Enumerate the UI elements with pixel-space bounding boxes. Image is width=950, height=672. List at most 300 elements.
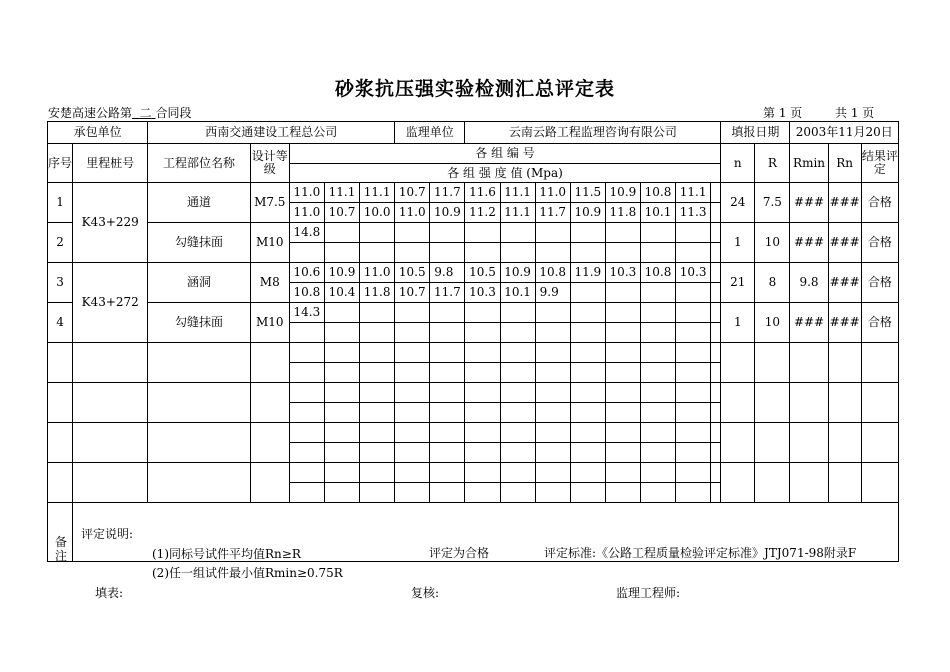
strength-value: 11.1 <box>500 203 535 223</box>
empty-seq <box>48 423 73 463</box>
empty-value <box>570 343 605 363</box>
strength-value <box>605 323 640 343</box>
strength-value <box>289 243 324 263</box>
empty-value <box>430 463 465 483</box>
strength-value: 11.5 <box>570 183 605 203</box>
empty-value <box>500 383 535 403</box>
empty-value <box>430 423 465 443</box>
empty-value <box>324 363 359 383</box>
empty-value <box>570 443 605 463</box>
empty-value <box>605 343 640 363</box>
spacer-cell <box>711 263 721 283</box>
header-rmin: Rmin <box>790 144 828 183</box>
strength-value: 11.1 <box>676 183 711 203</box>
strength-value <box>395 223 430 243</box>
spacer-cell <box>711 203 721 223</box>
strength-value <box>500 323 535 343</box>
empty-grade <box>250 343 289 383</box>
strength-value: 9.9 <box>535 283 570 303</box>
header-station: 里程桩号 <box>73 144 148 183</box>
contractor-label: 承包单位 <box>48 122 148 144</box>
empty-value <box>360 423 395 443</box>
empty-value <box>324 423 359 443</box>
strength-value <box>535 303 570 323</box>
strength-value <box>395 243 430 263</box>
strength-value: 10.6 <box>289 263 324 283</box>
empty-value <box>289 483 324 503</box>
empty-value <box>465 383 500 403</box>
empty-value <box>360 363 395 383</box>
empty-value <box>465 343 500 363</box>
empty-value <box>711 363 721 383</box>
empty-value <box>605 383 640 403</box>
row-n: 24 <box>721 183 755 223</box>
empty-value <box>500 463 535 483</box>
row-r: 8 <box>755 263 790 303</box>
empty-grade <box>250 383 289 423</box>
strength-value <box>605 243 640 263</box>
empty-value <box>535 483 570 503</box>
footer-engineer: 监理工程师: <box>616 586 681 600</box>
table-row <box>48 223 899 243</box>
row-station: K43+229 <box>73 183 148 263</box>
row-seq: 1 <box>48 183 73 223</box>
empty-value <box>395 483 430 503</box>
table-row <box>48 303 899 323</box>
empty-station <box>73 383 148 423</box>
empty-stat <box>755 463 790 503</box>
strength-value: 11.7 <box>535 203 570 223</box>
header-group-no: 各 组 编 号 <box>289 144 720 164</box>
empty-value <box>500 483 535 503</box>
strength-value: 9.8 <box>430 263 465 283</box>
strength-value: 11.1 <box>500 183 535 203</box>
document-title: 砂浆抗压强实验检测汇总评定表 <box>334 78 615 100</box>
empty-part <box>148 343 250 383</box>
empty-value <box>289 343 324 363</box>
header-n: n <box>721 144 755 183</box>
empty-value <box>395 403 430 423</box>
empty-value <box>711 443 721 463</box>
empty-stat <box>828 423 861 463</box>
strength-value <box>640 303 675 323</box>
empty-value <box>430 383 465 403</box>
strength-value: 10.3 <box>676 263 711 283</box>
strength-value <box>570 283 605 303</box>
strength-value: 11.2 <box>465 203 500 223</box>
strength-value: 11.1 <box>324 183 359 203</box>
strength-value: 11.0 <box>360 263 395 283</box>
strength-value: 10.5 <box>395 263 430 283</box>
empty-value <box>711 423 721 443</box>
empty-value <box>289 423 324 443</box>
strength-value <box>676 303 711 323</box>
row-grade: M8 <box>250 263 289 303</box>
date-value: 2003年11月20日 <box>790 122 899 144</box>
row-r: 10 <box>755 223 790 263</box>
strength-value: 10.7 <box>324 203 359 223</box>
empty-stat <box>755 423 790 463</box>
empty-value <box>430 343 465 363</box>
empty-station <box>73 423 148 463</box>
row-rn: ### <box>828 303 861 343</box>
empty-value <box>430 363 465 383</box>
empty-value <box>395 363 430 383</box>
row-part: 通道 <box>148 183 250 223</box>
strength-value <box>640 283 675 303</box>
empty-value <box>465 423 500 443</box>
strength-value <box>430 243 465 263</box>
empty-value <box>676 423 711 443</box>
empty-value <box>605 423 640 443</box>
empty-value <box>640 343 675 363</box>
empty-value <box>430 483 465 503</box>
strength-value <box>324 303 359 323</box>
empty-value <box>324 403 359 423</box>
page-current: 第 1 页 <box>763 106 803 120</box>
strength-value <box>676 323 711 343</box>
strength-value <box>360 223 395 243</box>
row-part: 涵洞 <box>148 263 250 303</box>
strength-value <box>430 323 465 343</box>
strength-value <box>395 303 430 323</box>
strength-value: 14.8 <box>289 223 324 243</box>
empty-value <box>640 403 675 423</box>
empty-value <box>395 463 430 483</box>
strength-value <box>535 323 570 343</box>
strength-value: 11.0 <box>535 183 570 203</box>
empty-seq <box>48 383 73 423</box>
table-row <box>48 263 899 283</box>
summary-table <box>47 121 899 562</box>
row-seq: 2 <box>48 223 73 263</box>
strength-value <box>570 303 605 323</box>
strength-value <box>676 283 711 303</box>
row-grade: M7.5 <box>250 183 289 223</box>
empty-value <box>535 443 570 463</box>
strength-value: 11.3 <box>676 203 711 223</box>
supervisor-label: 监理单位 <box>395 122 465 144</box>
empty-value <box>640 443 675 463</box>
empty-row <box>48 463 899 483</box>
empty-value <box>570 363 605 383</box>
empty-value <box>324 343 359 363</box>
row-part: 勾缝抹面 <box>148 303 250 343</box>
empty-seq <box>48 463 73 503</box>
header-r: R <box>755 144 790 183</box>
strength-value: 10.1 <box>500 283 535 303</box>
empty-value <box>711 383 721 403</box>
empty-part <box>148 383 250 423</box>
empty-value <box>289 363 324 383</box>
remarks-title: 评定说明: <box>81 527 134 541</box>
empty-value <box>640 423 675 443</box>
strength-value: 14.3 <box>289 303 324 323</box>
empty-seq <box>48 343 73 383</box>
strength-value: 10.1 <box>640 203 675 223</box>
empty-stat <box>861 343 898 383</box>
strength-value: 11.7 <box>430 283 465 303</box>
empty-station <box>73 343 148 383</box>
strength-value: 11.7 <box>430 183 465 203</box>
strength-value <box>570 243 605 263</box>
strength-value <box>465 303 500 323</box>
strength-value <box>570 223 605 243</box>
empty-value <box>360 343 395 363</box>
spacer-cell <box>711 243 721 263</box>
strength-value <box>465 223 500 243</box>
empty-value <box>535 463 570 483</box>
empty-value <box>711 343 721 363</box>
empty-value <box>605 483 640 503</box>
empty-value <box>676 443 711 463</box>
strength-value <box>640 223 675 243</box>
empty-value <box>676 483 711 503</box>
row-rmin: ### <box>790 183 828 223</box>
empty-value <box>676 383 711 403</box>
empty-value <box>324 463 359 483</box>
remarks-conclusion: 评定为合格 <box>429 546 490 560</box>
row-seq: 3 <box>48 263 73 303</box>
empty-value <box>570 483 605 503</box>
strength-value <box>500 243 535 263</box>
strength-value <box>500 223 535 243</box>
strength-value: 11.0 <box>395 203 430 223</box>
empty-stat <box>790 423 828 463</box>
empty-value <box>395 423 430 443</box>
strength-value: 10.8 <box>640 263 675 283</box>
empty-value <box>570 383 605 403</box>
strength-value: 11.0 <box>289 183 324 203</box>
empty-value <box>465 363 500 383</box>
strength-value <box>640 323 675 343</box>
remarks-rule-1: (1)同标号试件平均值Rn≥R <box>152 547 301 561</box>
empty-row <box>48 423 899 443</box>
empty-grade <box>250 423 289 463</box>
empty-value <box>676 463 711 483</box>
empty-value <box>500 343 535 363</box>
row-rmin: ### <box>790 223 828 263</box>
empty-value <box>500 423 535 443</box>
row-n: 1 <box>721 223 755 263</box>
empty-value <box>289 443 324 463</box>
strength-value <box>324 223 359 243</box>
strength-value <box>430 303 465 323</box>
contractor-value: 西南交通建设工程总公司 <box>148 122 395 144</box>
empty-stat <box>828 463 861 503</box>
empty-stat <box>721 463 755 503</box>
empty-value <box>535 403 570 423</box>
empty-stat <box>861 463 898 503</box>
empty-value <box>360 483 395 503</box>
empty-value <box>465 483 500 503</box>
row-n: 21 <box>721 263 755 303</box>
strength-value <box>500 303 535 323</box>
empty-value <box>430 443 465 463</box>
table-row <box>48 183 899 203</box>
strength-value: 10.9 <box>500 263 535 283</box>
strength-value: 10.9 <box>605 183 640 203</box>
header-strength: 各 组 强 度 值 (Mpa) <box>289 164 720 183</box>
date-label: 填报日期 <box>721 122 790 144</box>
empty-value <box>640 483 675 503</box>
strength-value: 11.8 <box>605 203 640 223</box>
strength-value: 10.4 <box>324 283 359 303</box>
empty-value <box>535 363 570 383</box>
row-rmin: 9.8 <box>790 263 828 303</box>
empty-value <box>289 403 324 423</box>
empty-part <box>148 463 250 503</box>
empty-value <box>535 383 570 403</box>
empty-row <box>48 343 899 363</box>
empty-stat <box>828 383 861 423</box>
footer-filler: 填表: <box>95 586 124 600</box>
page-total: 共 1 页 <box>835 106 875 120</box>
strength-value: 10.7 <box>395 183 430 203</box>
strength-value: 10.8 <box>535 263 570 283</box>
spacer-cell <box>711 183 721 203</box>
strength-value: 10.7 <box>395 283 430 303</box>
strength-value <box>465 323 500 343</box>
empty-value <box>605 463 640 483</box>
empty-value <box>360 403 395 423</box>
empty-stat <box>755 383 790 423</box>
strength-value: 11.6 <box>465 183 500 203</box>
empty-part <box>148 423 250 463</box>
row-result: 合格 <box>861 263 898 303</box>
empty-value <box>324 443 359 463</box>
strength-value <box>360 243 395 263</box>
strength-value: 11.8 <box>360 283 395 303</box>
strength-value <box>570 323 605 343</box>
strength-value <box>605 303 640 323</box>
strength-value: 11.9 <box>570 263 605 283</box>
strength-value: 10.8 <box>640 183 675 203</box>
empty-value <box>395 443 430 463</box>
empty-value <box>570 423 605 443</box>
header-seq: 序号 <box>48 144 73 183</box>
row-station: K43+272 <box>73 263 148 343</box>
empty-value <box>324 483 359 503</box>
strength-value <box>465 243 500 263</box>
empty-value <box>360 443 395 463</box>
empty-value <box>324 383 359 403</box>
empty-value <box>676 343 711 363</box>
strength-value: 10.3 <box>605 263 640 283</box>
strength-value <box>676 243 711 263</box>
strength-value: 10.3 <box>465 283 500 303</box>
empty-value <box>640 383 675 403</box>
strength-value <box>289 323 324 343</box>
empty-stat <box>790 463 828 503</box>
empty-value <box>535 343 570 363</box>
strength-value <box>360 303 395 323</box>
empty-value <box>465 463 500 483</box>
strength-value <box>640 243 675 263</box>
row-result: 合格 <box>861 223 898 263</box>
spacer-cell <box>711 283 721 303</box>
empty-stat <box>790 343 828 383</box>
strength-value: 11.1 <box>360 183 395 203</box>
strength-value <box>395 323 430 343</box>
empty-stat <box>861 383 898 423</box>
row-result: 合格 <box>861 303 898 343</box>
empty-value <box>605 403 640 423</box>
header-grade: 设计等级 <box>250 144 289 183</box>
project-section: 二 <box>139 106 152 120</box>
strength-value <box>605 283 640 303</box>
empty-stat <box>755 343 790 383</box>
empty-value <box>605 363 640 383</box>
empty-value <box>570 403 605 423</box>
empty-value <box>289 383 324 403</box>
empty-value <box>360 383 395 403</box>
empty-stat <box>721 343 755 383</box>
row-part: 勾缝抹面 <box>148 223 250 263</box>
strength-value <box>324 243 359 263</box>
strength-value <box>676 223 711 243</box>
empty-value <box>500 443 535 463</box>
strength-value: 10.8 <box>289 283 324 303</box>
empty-value <box>711 403 721 423</box>
empty-value <box>711 463 721 483</box>
remarks-label: 备注 <box>54 535 67 563</box>
empty-value <box>570 463 605 483</box>
empty-stat <box>790 383 828 423</box>
footer-reviewer: 复核: <box>411 586 440 600</box>
empty-value <box>430 403 465 423</box>
empty-value <box>605 443 640 463</box>
header-row-1 <box>48 144 899 164</box>
empty-value <box>500 363 535 383</box>
strength-value: 10.9 <box>570 203 605 223</box>
row-rn: ### <box>828 223 861 263</box>
empty-grade <box>250 463 289 503</box>
empty-value <box>360 463 395 483</box>
header-rn: Rn <box>828 144 861 183</box>
empty-value <box>535 423 570 443</box>
project-prefix: 安楚高速公路第 <box>48 106 133 120</box>
strength-value <box>535 223 570 243</box>
empty-value <box>676 403 711 423</box>
strength-value: 10.9 <box>430 203 465 223</box>
empty-value <box>711 483 721 503</box>
empty-value <box>676 363 711 383</box>
strength-value <box>324 323 359 343</box>
row-seq: 4 <box>48 303 73 343</box>
strength-value: 10.9 <box>324 263 359 283</box>
empty-stat <box>721 383 755 423</box>
empty-value <box>465 403 500 423</box>
empty-value <box>289 463 324 483</box>
row-grade: M10 <box>250 223 289 263</box>
row-rn: ### <box>828 183 861 223</box>
info-row <box>48 122 899 144</box>
supervisor-value: 云南云路工程监理咨询有限公司 <box>465 122 721 144</box>
empty-value <box>640 363 675 383</box>
remarks-standard: 评定标准:《公路工程质量检验评定标准》JTJ071-98附录F <box>544 546 857 560</box>
header-part: 工程部位名称 <box>148 144 250 183</box>
row-result: 合格 <box>861 183 898 223</box>
row-grade: M10 <box>250 303 289 343</box>
strength-value: 11.0 <box>289 203 324 223</box>
empty-value <box>395 383 430 403</box>
empty-stat <box>721 423 755 463</box>
strength-value <box>430 223 465 243</box>
empty-value <box>500 403 535 423</box>
empty-stat <box>861 423 898 463</box>
empty-value <box>395 343 430 363</box>
